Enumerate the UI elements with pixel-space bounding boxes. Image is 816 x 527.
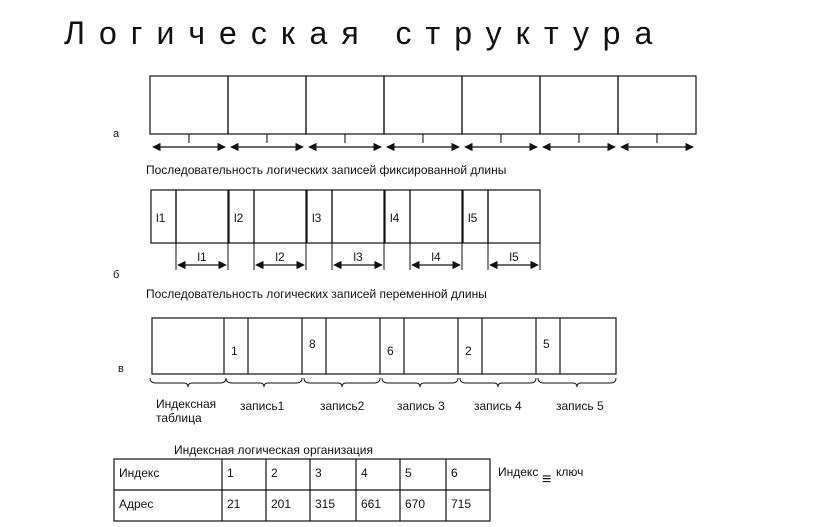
record-length-label: l2 <box>275 250 285 264</box>
brace <box>226 378 302 387</box>
record-header-label: l2 <box>234 211 244 225</box>
table-cell-index: 5 <box>405 466 412 480</box>
section-c-caption: Индексная логическая организация <box>174 443 373 457</box>
table-cell-address: 670 <box>405 497 426 511</box>
fixed-record-box <box>462 76 540 134</box>
variable-records <box>151 190 540 270</box>
page-title: Логическая структура <box>64 15 667 51</box>
indexed-braces <box>150 378 616 413</box>
record-length-label: l4 <box>431 250 441 264</box>
fixed-record-box <box>150 76 228 134</box>
record-header-label: l5 <box>468 211 478 225</box>
record-body-box <box>488 190 540 243</box>
equivalence-symbol: ≡ <box>542 471 552 488</box>
table-cell-address: 315 <box>315 497 336 511</box>
brace <box>150 378 226 387</box>
record-header-label: l3 <box>312 211 322 225</box>
brace <box>382 378 458 387</box>
section-b-caption: Последовательность логических записей переменной длины <box>146 287 487 301</box>
section-b-letter: б <box>113 269 120 281</box>
record-label: запись 5 <box>556 399 604 413</box>
index-table-label-line1: Индексная <box>156 397 217 411</box>
record-body-box <box>254 190 306 243</box>
record-number: 1 <box>231 344 238 358</box>
length-label: l <box>265 132 269 146</box>
length-label: l <box>187 132 191 146</box>
brace <box>460 378 536 387</box>
section-a-caption: Последовательность логических записей фиксированной длины <box>146 163 507 177</box>
record-number: 8 <box>309 337 316 351</box>
length-label: l <box>343 132 347 146</box>
brace <box>538 378 616 387</box>
section-c-letter: в <box>118 363 124 375</box>
fixed-record-box <box>306 76 384 134</box>
index-table-label-line2: таблица <box>156 411 202 425</box>
fixed-record-box <box>618 76 696 134</box>
table-cell-address: Адрес <box>119 497 154 511</box>
fixed-record-box <box>228 76 306 134</box>
indexed-records <box>224 318 560 374</box>
section-a-letter: а <box>113 128 120 140</box>
brace <box>304 378 380 387</box>
record-label: запись 3 <box>397 399 445 413</box>
record-label: запись2 <box>320 399 365 413</box>
table-cell-index: 4 <box>361 466 368 480</box>
table-cell-index: 6 <box>451 466 458 480</box>
record-number: 5 <box>543 337 550 351</box>
table-cell-index: Индекс <box>119 466 160 480</box>
table-cell-index: 3 <box>315 466 322 480</box>
fixed-record-box <box>384 76 462 134</box>
record-number: 6 <box>387 344 394 358</box>
record-label: запись1 <box>240 399 285 413</box>
table-cell-address: 661 <box>361 497 382 511</box>
record-body-box <box>176 190 228 243</box>
length-label: l <box>655 132 659 146</box>
table-cell-index: 2 <box>271 466 278 480</box>
record-label: запись 4 <box>474 399 522 413</box>
length-label: l <box>499 132 503 146</box>
length-label: l <box>577 132 581 146</box>
record-body-box <box>410 190 462 243</box>
index-table <box>114 459 490 521</box>
record-length-label: l3 <box>353 250 363 264</box>
table-cell-address: 201 <box>271 497 292 511</box>
fixed-record-box <box>540 76 618 134</box>
record-length-label: l5 <box>509 250 519 264</box>
record-header-label: l1 <box>156 211 166 225</box>
note-index: Индекс <box>498 465 539 479</box>
fixed-records <box>150 76 696 134</box>
note-key: ключ <box>556 465 584 479</box>
length-label: l <box>421 132 425 146</box>
table-cell-address: 21 <box>227 497 241 511</box>
record-length-label: l1 <box>197 250 207 264</box>
table-cell-index: 1 <box>227 466 234 480</box>
record-number: 2 <box>465 344 472 358</box>
table-cell-address: 715 <box>451 497 472 511</box>
record-header-label: l4 <box>390 211 400 225</box>
record-body-box <box>332 190 384 243</box>
